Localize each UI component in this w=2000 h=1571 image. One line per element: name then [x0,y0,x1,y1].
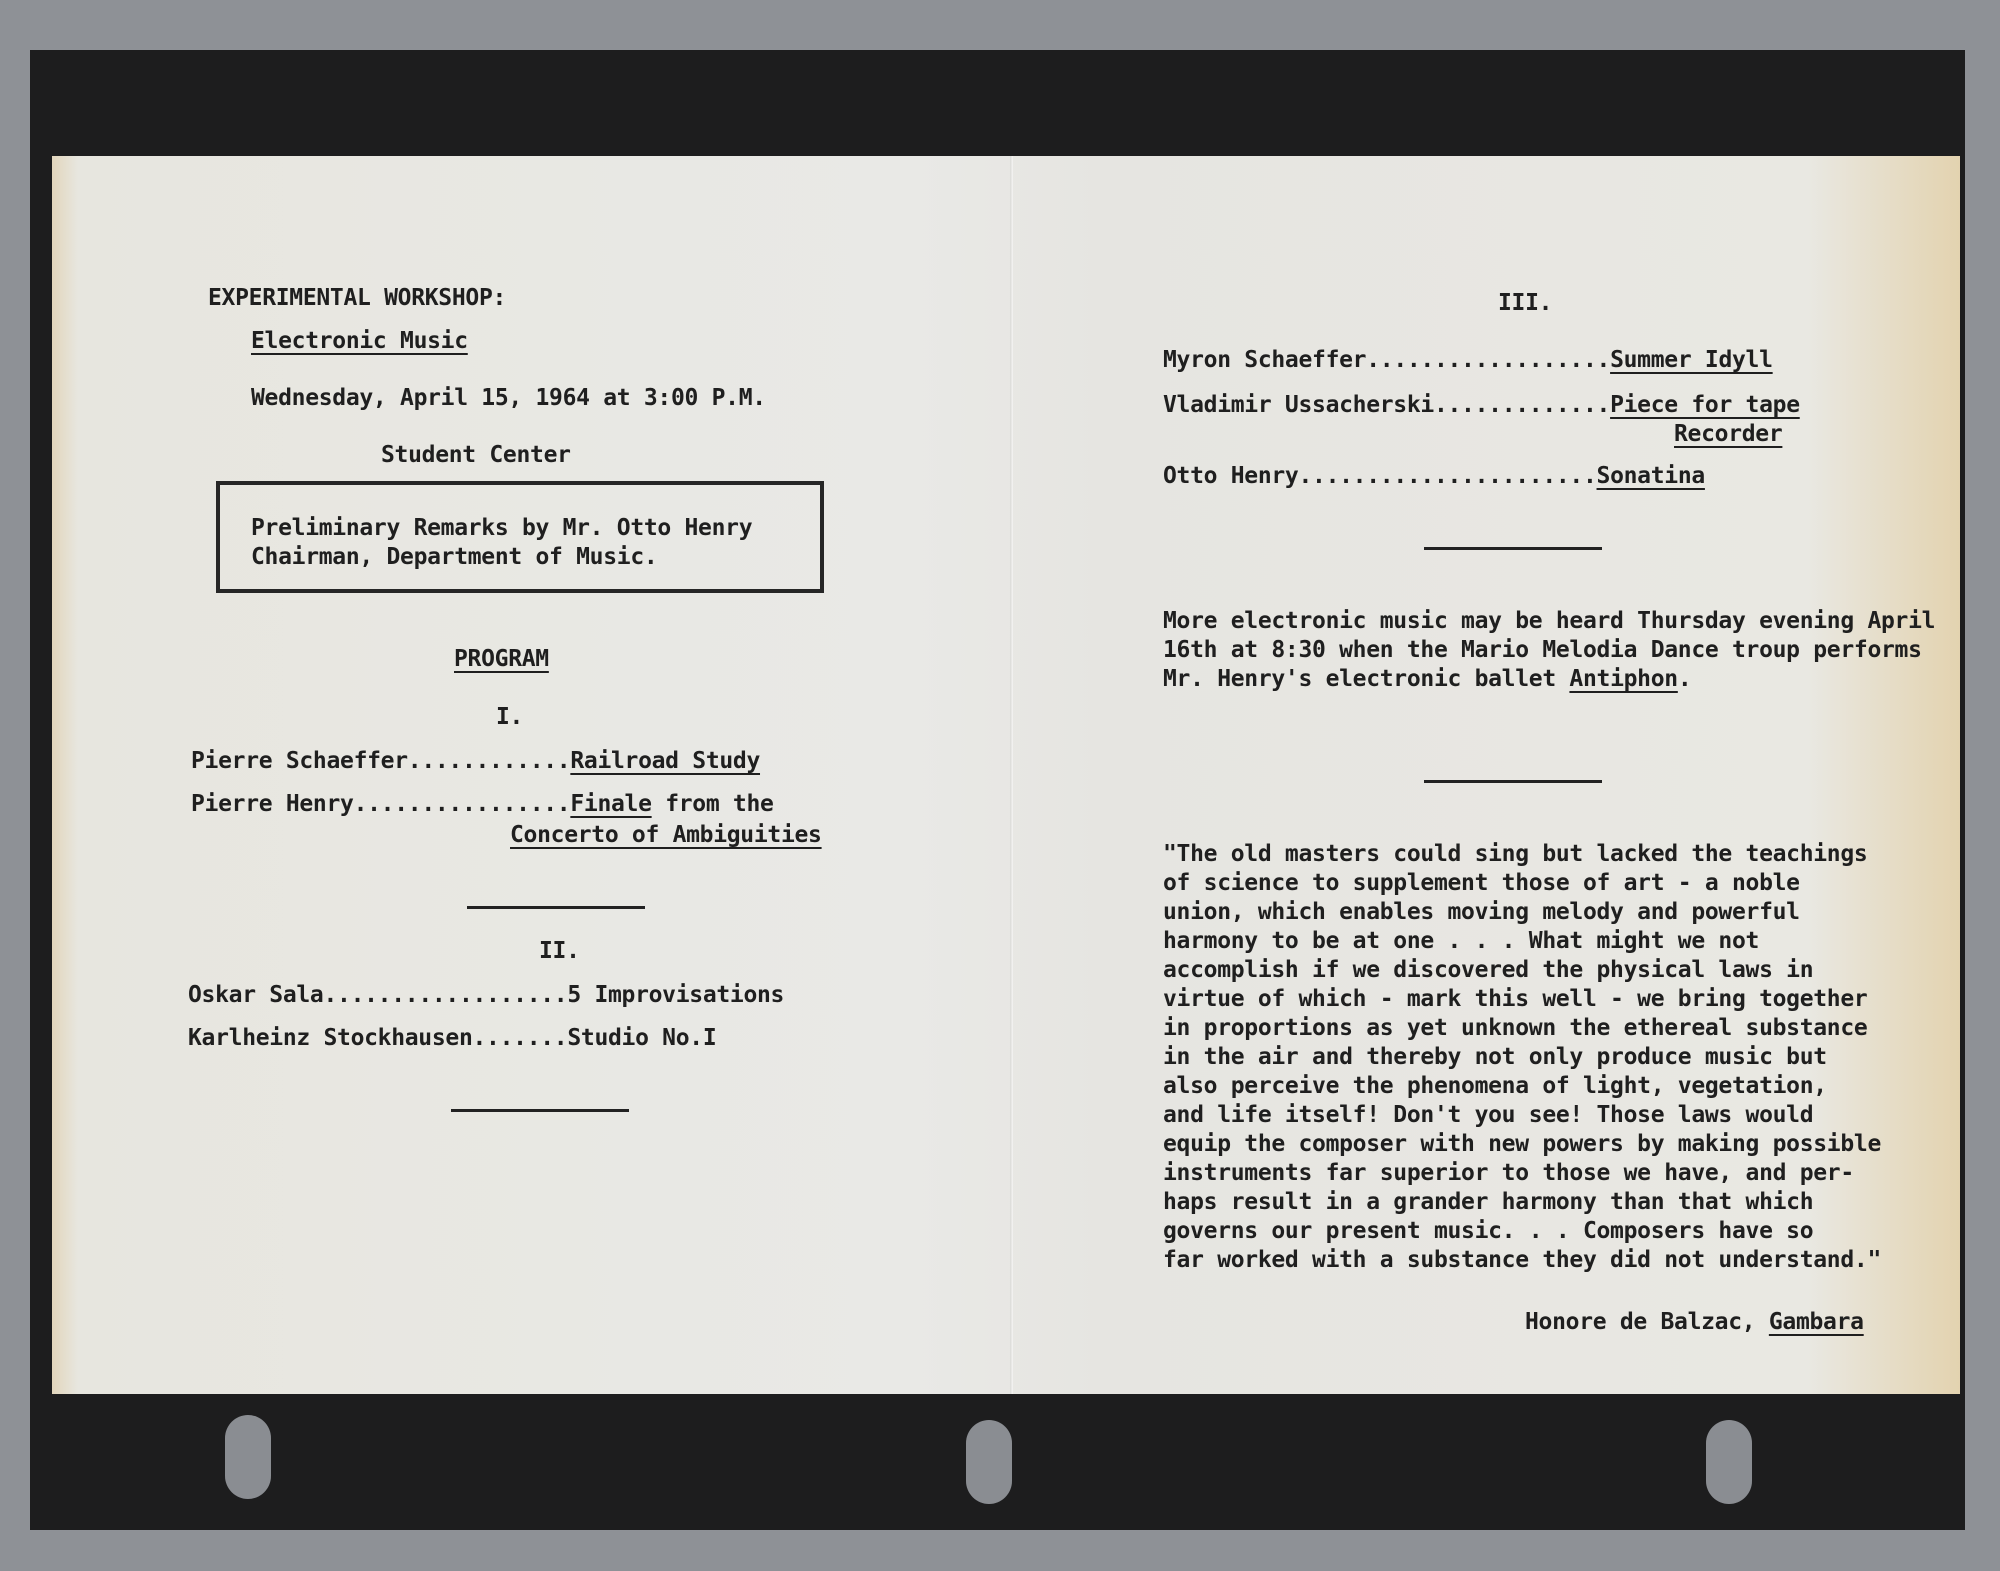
composer: Oskar Sala [188,982,324,1008]
program-heading: PROGRAM [454,646,549,672]
event-title: Electronic Music [251,328,468,354]
composer: Vladimir Ussacherski [1163,392,1434,418]
program-entry [188,981,784,1010]
remarks-line-1: Preliminary Remarks by Mr. Otto Henry [251,515,753,541]
work-title: Piece for tape [1610,392,1800,418]
composer: Pierre Schaeffer [191,748,408,774]
program-entry [191,790,774,819]
program-entry [1163,391,1800,420]
binder-hole-left [225,1415,271,1499]
leader-dots: ....... [472,1025,568,1051]
work-suffix: from the [651,791,774,817]
work-title: Finale [570,791,652,817]
section-numeral-2: II. [539,938,580,964]
program-entry [1163,462,1705,491]
divider [1424,780,1602,783]
quote-source: Gambara [1768,1309,1864,1335]
composer: Pierre Henry [191,791,354,817]
work-title: 5 Improvisations [567,982,785,1008]
event-date: Wednesday, April 15, 1964 at 3:00 P.M. [251,385,766,411]
leader-dots: .................. [1366,347,1611,373]
composer: Myron Schaeffer [1163,347,1367,373]
announcement-end: . [1677,666,1692,692]
quote-author: Honore de Balzac, [1525,1309,1769,1335]
work-title: Sonatina [1596,463,1705,489]
composer: Karlheinz Stockhausen [188,1025,473,1051]
announcement-text: More electronic music may be heard Thursday evening April 16th at 8:30 when the Mario Melodia Dance troup performs Mr. Henry's electronic ballet [1163,608,1936,692]
work-title-continued: Recorder [1674,421,1783,447]
leader-dots: ................ [353,791,571,817]
program-entry [188,1024,716,1053]
work-title: Railroad Study [570,748,761,774]
leader-dots: ...................... [1298,463,1597,489]
binder-hole-right [1706,1420,1752,1504]
program-entry [191,747,760,776]
section-numeral-1: I. [496,704,524,730]
announcement [1163,607,1943,694]
leader-dots: .................. [323,982,568,1008]
balzac-quote: "The old masters could sing but lacked the teachings of science to supplement those of art - a noble union, which enables moving melody and powerful harmony to be at one . . . What might we not accomplish if we discovered the physical laws in virtue of which - mark this well - we bring together in proportions as yet unknown the ethereal substance in the air and thereby not only produce music but also perceive the phenomena of light, vegetation, and life itself! Don't you see! Those laws would equip the composer with new powers by making possible instruments far superior to those we have, and per- haps result in a grander harmony than that which governs our present music. . . Composers have so far worked with a substance they did not understand." [1163,841,1882,1273]
ballet-title: Antiphon [1569,666,1678,692]
divider [451,1109,629,1112]
program-entry [1163,346,1773,375]
workshop-heading: EXPERIMENTAL WORKSHOP: [208,285,507,311]
center-fold [1010,156,1013,1394]
quote-attribution [1525,1308,1864,1337]
divider [1424,547,1602,550]
section-numeral-3: III. [1498,290,1553,316]
composer: Otto Henry [1163,463,1299,489]
divider [467,906,645,909]
work-title: Summer Idyll [1610,347,1773,373]
leader-dots: ............ [407,748,571,774]
work-title-continued: Concerto of Ambiguities [510,822,822,848]
work-title: Studio No.I [567,1025,717,1051]
leader-dots: ............. [1433,392,1611,418]
binder-hole-center [966,1420,1012,1504]
event-location: Student Center [381,442,571,468]
remarks-line-2: Chairman, Department of Music. [251,544,658,570]
